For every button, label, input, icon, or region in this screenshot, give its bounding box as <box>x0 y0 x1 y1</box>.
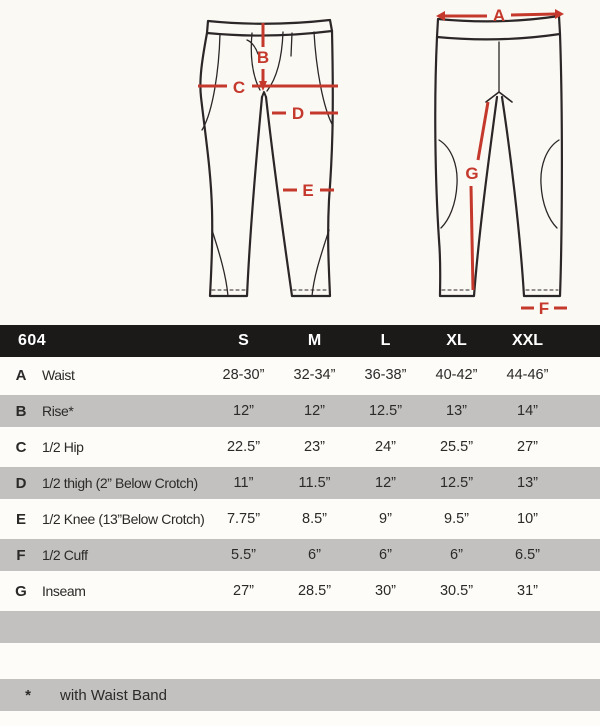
front-crotch-seam <box>262 92 266 97</box>
spacer-band-gray <box>0 609 600 645</box>
cell-value: 28.5” <box>297 583 332 599</box>
pants-back-view <box>435 16 562 296</box>
row-letter: B <box>15 402 27 420</box>
cell-value: 22.5” <box>226 439 261 455</box>
cell-value: 5.5” <box>231 547 256 563</box>
size-table <box>0 325 600 711</box>
front-waistband <box>207 20 332 36</box>
table-row-waist <box>0 357 600 393</box>
cell-value: 28-30” <box>222 367 265 383</box>
cell-value: 31” <box>517 583 538 599</box>
cell-value: 7.75” <box>226 511 261 527</box>
row-letter: F <box>16 546 26 564</box>
row-letter: G <box>15 582 27 600</box>
cell-value: 11.5” <box>298 475 331 491</box>
cell-value: 27” <box>517 439 538 455</box>
row-letter: E <box>15 510 26 528</box>
row-label: Inseam <box>42 583 86 599</box>
row-label: Waist <box>42 367 75 383</box>
back-knee-seams <box>439 140 559 228</box>
cell-value: 6” <box>450 547 463 563</box>
footnote-row <box>0 677 600 711</box>
table-row-knee <box>0 501 600 537</box>
size-header-l: L <box>380 332 391 349</box>
size-header-s: S <box>238 332 249 349</box>
product-code: 604 <box>18 332 47 349</box>
cell-value: 12.5” <box>368 403 403 419</box>
front-ankle-seams <box>212 230 329 296</box>
size-table-header <box>0 325 600 357</box>
row-letter: D <box>15 474 27 492</box>
front-measure-letters <box>233 48 314 200</box>
size-header-m: M <box>307 332 322 349</box>
cell-value: 9” <box>379 511 392 527</box>
row-label: 1/2 Knee (13”Below Crotch) <box>42 511 205 527</box>
cell-value: 11” <box>233 475 254 491</box>
row-letter: A <box>15 366 27 384</box>
measure-letter-E: E <box>302 181 314 200</box>
measure-letter-A: A <box>492 6 506 25</box>
back-measure-letters <box>465 6 549 318</box>
cell-value: 40-42” <box>435 367 478 383</box>
row-label: 1/2 Cuff <box>42 547 88 563</box>
cell-value: 27” <box>233 583 254 599</box>
cell-value: 6.5” <box>515 547 540 563</box>
cell-value: 8.5” <box>302 511 327 527</box>
back-crotch-marks <box>486 92 512 102</box>
cell-value: 12” <box>233 403 254 419</box>
pants-diagram <box>0 0 600 325</box>
footnote-text: with Waist Band <box>60 686 167 704</box>
cell-value: 36-38” <box>364 367 407 383</box>
table-row-hip <box>0 429 600 465</box>
cell-value: 13” <box>517 475 538 491</box>
measure-letter-F: F <box>538 299 550 318</box>
cell-value: 30” <box>375 583 396 599</box>
cell-value: 24” <box>375 439 396 455</box>
measure-letter-D: D <box>291 104 305 123</box>
footnote-marker: * <box>25 686 31 704</box>
measure-letter-B: B <box>256 48 270 67</box>
cell-value: 12” <box>375 475 396 491</box>
measure-letter-G: G <box>465 164 479 183</box>
table-row-cuff <box>0 537 600 573</box>
cell-value: 13” <box>446 403 467 419</box>
row-label: 1/2 thigh (2” Below Crotch) <box>42 475 198 491</box>
cell-value: 25.5” <box>439 439 474 455</box>
row-label: 1/2 Hip <box>42 439 84 455</box>
cell-value: 6” <box>379 547 392 563</box>
cell-value: 12” <box>304 403 325 419</box>
cell-value: 12.5” <box>439 475 474 491</box>
size-header-xxl: XXL <box>511 332 544 349</box>
row-label: Rise* <box>42 403 74 419</box>
spacer-band-white <box>0 645 600 677</box>
cell-value: 32-34” <box>293 367 336 383</box>
cell-value: 6” <box>308 547 321 563</box>
size-header-xl: XL <box>446 332 467 349</box>
table-row-inseam <box>0 573 600 609</box>
cell-value: 30.5” <box>439 583 474 599</box>
measure-letter-C: C <box>232 78 246 97</box>
back-measure-annotations <box>436 9 567 308</box>
cell-value: 10” <box>517 511 538 527</box>
cell-value: 9.5” <box>444 511 469 527</box>
cell-value: 44-46” <box>506 367 549 383</box>
pants-diagram-svg <box>0 0 600 325</box>
measure-line-G <box>471 102 488 290</box>
cell-value: 14” <box>517 403 538 419</box>
table-row-rise <box>0 393 600 429</box>
cell-value: 23” <box>304 439 325 455</box>
row-letter: C <box>15 438 27 456</box>
table-row-thigh <box>0 465 600 501</box>
